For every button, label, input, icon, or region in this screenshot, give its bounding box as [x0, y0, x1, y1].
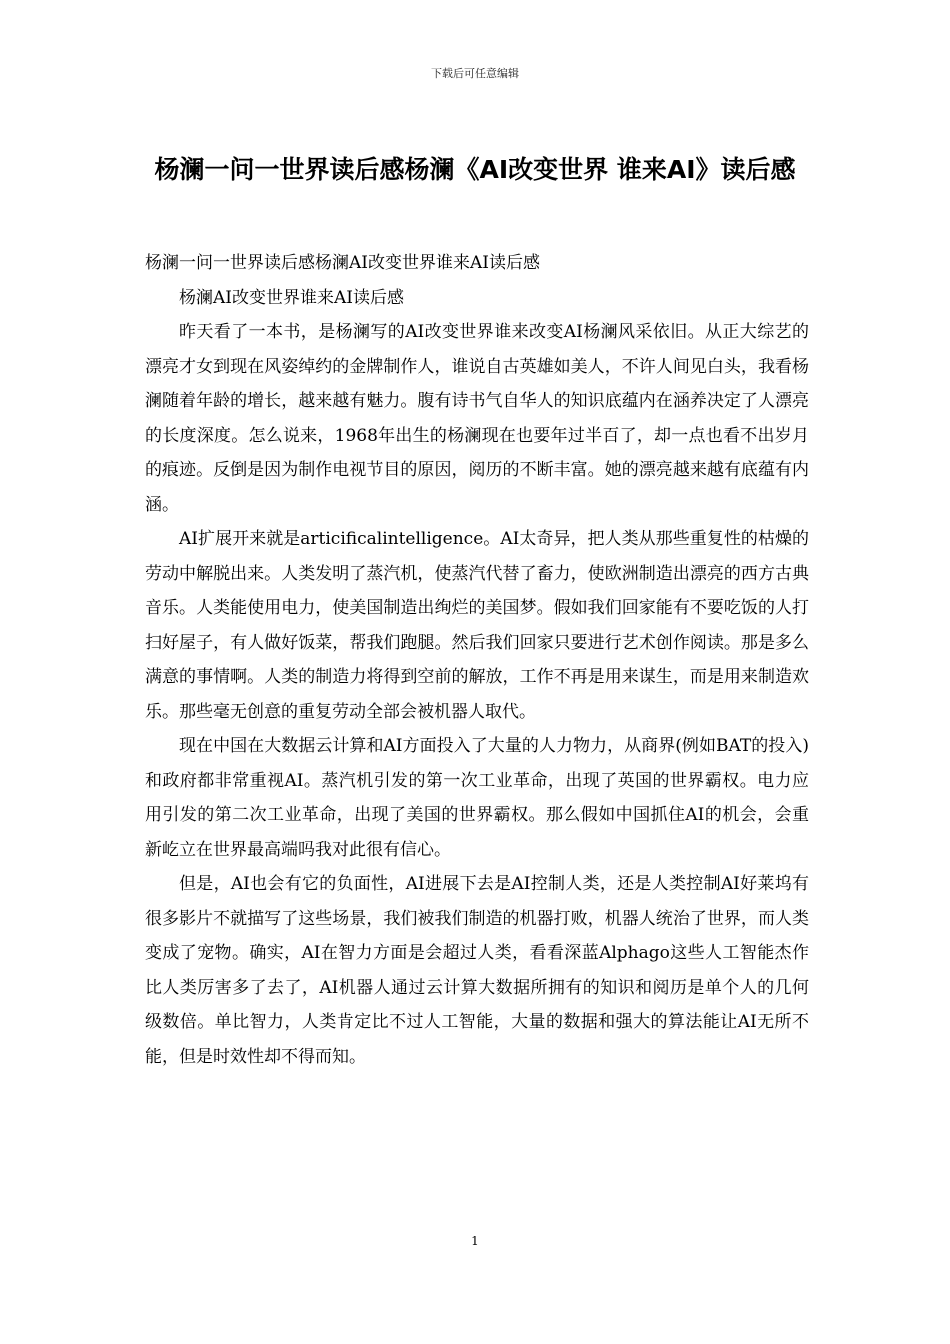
paragraph: 现在中国在大数据云计算和AI方面投入了大量的人力物力，从商界(例如BAT的投入)和政府都非常重视AI。蒸汽机引发的第一次工业革命，出现了英国的世界霸权。电力应用引发的第二次工业革命，出现了美国的世界霸权。那么假如中国抓住AI的机会，会重新屹立在世界最高端吗我对此很有信心。 [145, 736, 809, 860]
document-title: 杨澜一问一世界读后感杨澜《AI改变世界 谁来AI》读后感 [154, 155, 796, 184]
paragraph: 昨天看了一本书，是杨澜写的AI改变世界谁来改变AI杨澜风采依旧。从正大综艺的漂亮才女到现在风姿绰约的金牌制作人，谁说自古英雄如美人，不许人间见白头，我看杨澜随着年龄的增长，越来越有魅力。腹有诗书气自华人的知识底蕴内在涵养决定了人漂亮的长度深度。怎么说来，1968年出生的杨澜现在也要年过半百了，却一点也看不出岁月的痕迹。反倒是因为制作电视节目的原因，阅历的不断丰富。她的漂亮越来越有底蕴有内涵。 [145, 322, 809, 515]
page-header-note: 下载后可任意编辑 [431, 67, 519, 80]
document-body [145, 246, 809, 1074]
document-subtitle: 杨澜一问一世界读后感杨澜AI改变世界谁来AI读后感 [145, 253, 540, 273]
paragraph-section-heading: 杨澜AI改变世界谁来AI读后感 [179, 287, 404, 308]
page-number: 1 [471, 1234, 479, 1248]
paragraph: AI扩展开来就是articificalintelligence。AI太奇异，把人类从那些重复性的枯燥的劳动中解脱出来。人类发明了蒸汽机，使蒸汽代替了畜力，使欧洲制造出漂亮的西方古典音乐。人类能使用电力，使美国制造出绚烂的美国梦。假如我们回家能有不要吃饭的人打扫好屋子，有人做好饭菜，帮我们跑腿。然后我们回家只要进行艺术创作阅读。那是多么满意的事情啊。人类的制造力将得到空前的解放，工作不再是用来谋生，而是用来制造欢乐。那些毫无创意的重复劳动全部会被机器人取代。 [145, 529, 809, 722]
paragraph: 但是，AI也会有它的负面性，AI进展下去是AI控制人类，还是人类控制AI好莱坞有很多影片不就描写了这些场景，我们被我们制造的机器打败，机器人统治了世界，而人类变成了宠物。确实，AI在智力方面是会超过人类，看看深蓝Alphago这些人工智能杰作比人类厉害多了去了，AI机器人通过云计算大数据所拥有的知识和阅历是单个人的几何级数倍。单比智力，人类肯定比不过人工智能，大量的数据和强大的算法能让AI无所不能，但是时效性却不得而知。 [145, 874, 809, 1067]
